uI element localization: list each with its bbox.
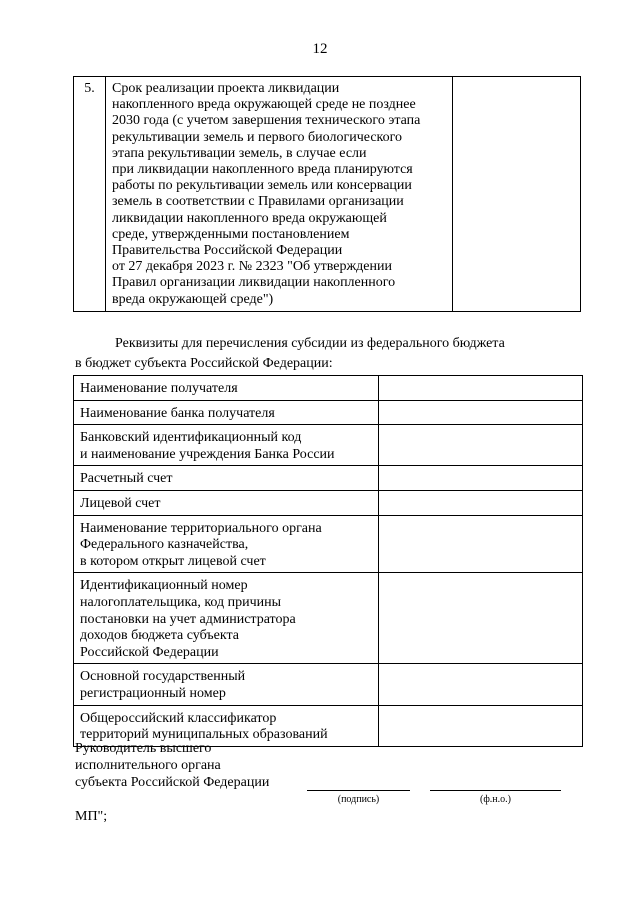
stamp-placeholder: МП";: [75, 809, 108, 824]
name-line: [430, 790, 561, 791]
item-text-line: Правил организации ликвидации накопленного: [112, 275, 396, 291]
table-row: [74, 664, 583, 705]
requisite-label-line: и наименование учреждения Банка России: [80, 446, 335, 462]
signature-title-line: исполнительного органа: [75, 758, 221, 773]
intro-line-1: [75, 334, 571, 354]
requisite-label-line: Лицевой счет: [80, 495, 161, 511]
requisite-value-cell: [379, 376, 583, 401]
requisite-label-line: Банковский идентификационный код: [80, 430, 302, 446]
requisite-label-line: Основной государственный: [80, 669, 246, 685]
item-text-line: вреда окружающей среде"): [112, 291, 274, 307]
requisite-label: [74, 573, 379, 664]
requisite-value-cell: [379, 466, 583, 491]
requisite-label-line: Общероссийский классификатор: [80, 710, 277, 726]
requisite-label-line: Федерального казначейства,: [80, 537, 249, 553]
requisite-label-line: Наименование получателя: [80, 381, 238, 396]
table-row: [74, 77, 581, 312]
requisite-label-line: регистрационный номер: [80, 685, 226, 701]
requisite-label: [74, 425, 379, 466]
intro-line-2: в бюджет субъекта Российской Федерации:: [75, 356, 333, 371]
table-row: [74, 573, 583, 664]
requisite-value-cell: [379, 425, 583, 466]
signature-title-line: субъекта Российской Федерации: [75, 775, 270, 790]
item-text-line: Правительства Российской Федерации: [112, 243, 343, 259]
requisites-table: [73, 375, 583, 747]
table-row: [74, 490, 583, 515]
item-text-line: накопленного вреда окружающей среде не позднее: [112, 97, 416, 113]
name-caption: (ф.н.о.): [480, 794, 511, 805]
requisite-label-line: Российской Федерации: [80, 644, 219, 660]
signature-block: [75, 740, 315, 791]
requisite-label: [74, 515, 379, 573]
requisite-label-line: Расчетный счет: [80, 471, 173, 487]
requisite-label: [74, 490, 379, 515]
table-row: [74, 425, 583, 466]
requisite-label-line: Наименование территориального органа: [80, 520, 322, 536]
table-row: [74, 466, 583, 491]
requisite-label-line: налогоплательщика, код причины: [80, 594, 282, 610]
signature-title-line: Руководитель высшего: [75, 741, 212, 756]
requisite-value-cell: [379, 515, 583, 573]
table-row: [74, 515, 583, 573]
requisite-value-cell: [379, 400, 583, 425]
item-text-line: от 27 декабря 2023 г. № 2323 "Об утверждении: [112, 259, 392, 275]
item-text: [106, 77, 453, 312]
item-text-line: среде, утвержденными постановлением: [112, 226, 350, 242]
page-number: 12: [312, 41, 328, 57]
requisite-label-line: Наименование банка получателя: [80, 405, 275, 421]
signature-caption: (подпись): [337, 794, 380, 805]
requisite-value-cell: [379, 664, 583, 705]
requisite-value-cell: [379, 573, 583, 664]
item-empty-cell: [453, 77, 581, 312]
requisite-label-line: территорий муниципальных образований: [80, 727, 328, 743]
requisite-label-line: доходов бюджета субъекта: [80, 628, 239, 644]
item-text-line: рекультивации земель и первого биологического: [112, 129, 403, 145]
requisite-label: [74, 376, 379, 401]
item-text-line: ликвидации накопленного вреда окружающей: [112, 210, 387, 226]
requisite-label: [74, 466, 379, 491]
requisite-value-cell: [379, 705, 583, 746]
item-text-line: при ликвидации накопленного вреда планируются: [112, 162, 413, 178]
requisites-intro: [75, 334, 571, 374]
signature-line: [307, 790, 410, 791]
requisite-label: [74, 664, 379, 705]
requisite-value-cell: [379, 490, 583, 515]
project-item-table: [73, 76, 581, 312]
item-text-line: этапа рекультивации земель, в случае если: [112, 145, 367, 161]
item-text-line: 2030 года (с учетом завершения технического этапа: [112, 113, 421, 129]
item-number: 5.: [74, 77, 106, 312]
requisite-label: [74, 400, 379, 425]
item-text-line: работы по рекультивации земель или консервации: [112, 178, 412, 194]
intro-text: Реквизиты для перечисления субсидии из федерального бюджета: [115, 336, 505, 351]
item-text-line: земель в соответствии с Правилами организации: [112, 194, 404, 210]
requisite-label-line: постановки на учет администратора: [80, 611, 296, 627]
item-text-line: Срок реализации проекта ликвидации: [112, 81, 340, 96]
requisite-label-line: Идентификационный номер: [80, 578, 248, 594]
table-row: [74, 400, 583, 425]
table-row: [74, 376, 583, 401]
requisite-label-line: в котором открыт лицевой счет: [80, 553, 266, 569]
